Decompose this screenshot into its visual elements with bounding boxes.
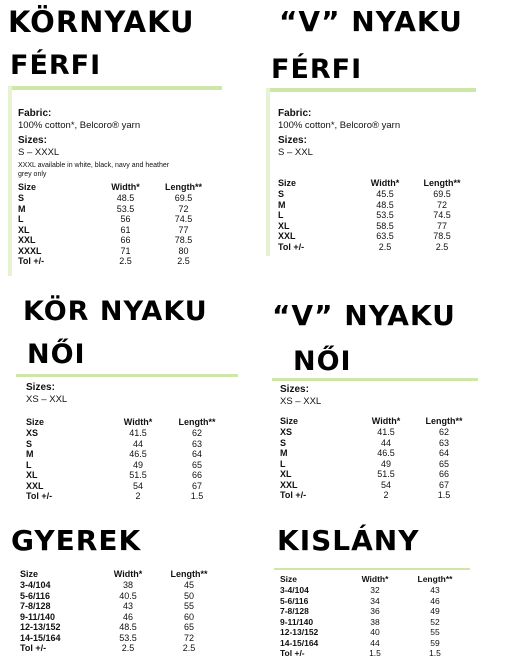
col-size: Size: [280, 416, 299, 426]
width-cell: 45.5: [376, 189, 394, 199]
col-size: Size: [278, 178, 297, 188]
table-row: [26, 449, 226, 460]
sizes-text: XS – XXL: [280, 396, 322, 407]
table-row: [20, 591, 220, 602]
size-cell: 7-8/128: [20, 601, 51, 611]
table-row: [26, 428, 226, 439]
width-cell: 38: [370, 616, 380, 627]
width-cell: 53.5: [116, 203, 135, 214]
kids-card: [14, 564, 228, 664]
table-row: [278, 200, 468, 211]
col-length: Length**: [170, 569, 208, 579]
size-cell: S: [18, 193, 25, 203]
size-cell: S: [278, 189, 285, 199]
col-width: Width*: [113, 569, 143, 579]
size-cell: M: [278, 199, 286, 210]
sizes-text: S – XXL: [278, 147, 313, 158]
table-row: [278, 242, 468, 253]
fabric-label: Fabric:: [18, 108, 52, 119]
girls-card: [274, 568, 470, 664]
length-cell: 45: [183, 580, 194, 590]
size-cell: XXL: [278, 231, 296, 241]
size-cell: XL: [18, 224, 30, 235]
width-cell: 32: [370, 585, 380, 595]
width-cell: 46: [122, 611, 133, 622]
col-width: Width*: [111, 182, 140, 192]
length-cell: 59: [430, 637, 440, 648]
width-cell: 2.5: [121, 643, 135, 653]
size-cell: L: [26, 459, 32, 470]
width-cell: 66: [120, 235, 131, 245]
width-cell: 48.5: [116, 193, 135, 203]
length-cell: 78.5: [174, 235, 193, 245]
width-cell: 46.5: [129, 449, 147, 459]
col-length: Length**: [165, 182, 202, 192]
table-row: [26, 481, 226, 492]
width-cell: 44: [132, 438, 143, 449]
table-row: [280, 459, 472, 470]
girls-size-table: [280, 573, 464, 659]
size-cell: M: [280, 448, 288, 458]
men-round-size-table: [18, 181, 214, 267]
table-row: [280, 627, 464, 638]
width-cell: 53.5: [119, 632, 137, 643]
table-row: [18, 214, 214, 225]
size-cell: XS: [26, 428, 39, 438]
kids-size-table: [20, 568, 220, 654]
table-row: [280, 596, 464, 607]
table-row: [26, 460, 226, 471]
men-round-heading-2: FÉRFI: [10, 50, 102, 81]
size-cell: 14-15/164: [20, 632, 61, 643]
length-cell: 72: [436, 199, 447, 210]
length-cell: 74.5: [174, 214, 193, 224]
width-cell: 41.5: [129, 428, 147, 438]
sizes-label: Sizes:: [280, 384, 309, 395]
table-row: [18, 256, 214, 267]
width-cell: 44: [380, 437, 391, 448]
col-length: Length**: [425, 416, 463, 426]
size-cell: XXL: [280, 479, 298, 490]
width-cell: 58.5: [376, 220, 394, 231]
men-v-card: [266, 88, 476, 256]
table-row: [280, 480, 472, 491]
size-cell: Tol +/-: [20, 643, 47, 653]
width-cell: 54: [380, 479, 391, 490]
length-cell: 65: [191, 459, 202, 470]
size-cell: 9-11/140: [20, 611, 56, 622]
women-v-card: [272, 378, 478, 506]
sizes-label: Sizes:: [278, 135, 307, 146]
length-cell: 78.5: [433, 231, 451, 241]
length-cell: 55: [430, 627, 440, 637]
length-cell: 67: [438, 479, 449, 490]
table-row: [26, 491, 226, 502]
men-v-heading-1: “V” NYAKU: [279, 5, 463, 38]
length-cell: 66: [191, 470, 202, 480]
table-row: [280, 427, 472, 438]
width-cell: 48.5: [376, 199, 394, 210]
women-v-size-table: [280, 415, 472, 501]
women-v-heading-2: NŐI: [293, 346, 352, 377]
accent-bar: [272, 378, 478, 381]
width-cell: 51.5: [377, 469, 395, 479]
size-cell: XS: [280, 427, 293, 437]
size-cell: M: [26, 449, 34, 459]
size-cell: Tol +/-: [278, 241, 305, 252]
width-cell: 53.5: [376, 210, 394, 220]
col-size: Size: [18, 182, 37, 192]
width-cell: 41.5: [377, 427, 395, 437]
length-cell: 55: [183, 601, 194, 611]
size-cell: S: [26, 438, 33, 449]
length-cell: 77: [436, 220, 447, 231]
col-length: Length**: [417, 574, 453, 584]
length-cell: 2.5: [435, 241, 449, 252]
length-cell: 60: [183, 611, 194, 622]
col-length: Length**: [178, 417, 216, 427]
size-cell: 5-6/116: [20, 590, 51, 601]
table-row: [278, 231, 468, 242]
table-row: [278, 221, 468, 232]
sizes-text: XS – XXL: [26, 394, 68, 405]
width-cell: 36: [370, 606, 380, 616]
length-cell: 62: [191, 428, 202, 438]
accent-bar: [16, 374, 238, 377]
men-v-size-table: [278, 177, 468, 252]
men-round-heading-1: KÖRNYAKU: [8, 5, 195, 39]
table-row: [20, 580, 220, 591]
fabric-text: 100% cotton*, Belcoro® yarn: [278, 120, 401, 131]
col-width: Width*: [370, 178, 400, 188]
accent-side: [8, 86, 12, 276]
table-row: [20, 643, 220, 654]
women-round-size-table: [26, 416, 226, 502]
width-cell: 2: [383, 490, 389, 500]
table-row: [20, 633, 220, 644]
col-width: Width*: [123, 417, 153, 427]
width-cell: 2.5: [119, 256, 132, 266]
size-cell: XXL: [18, 235, 36, 245]
girls-heading: KISLÁNY: [277, 524, 420, 557]
table-row: [278, 210, 468, 221]
size-cell: XXXL: [18, 245, 42, 256]
size-cell: 7-8/128: [280, 606, 309, 616]
sizes-label: Sizes:: [26, 382, 55, 393]
women-round-heading-1: KÖR NYAKU: [23, 296, 208, 327]
size-cell: L: [18, 214, 24, 224]
width-cell: 63.5: [376, 231, 394, 241]
col-length: Length**: [423, 178, 461, 188]
length-cell: 72: [178, 203, 189, 214]
length-cell: 72: [183, 632, 194, 643]
size-cell: XXL: [26, 480, 44, 491]
col-size: Size: [26, 417, 45, 427]
length-cell: 69.5: [433, 189, 451, 199]
table-row: [18, 235, 214, 246]
size-cell: S: [280, 437, 287, 448]
width-cell: 46.5: [377, 448, 395, 458]
size-cell: 9-11/140: [280, 616, 314, 627]
size-cell: XL: [26, 470, 38, 480]
length-cell: 63: [438, 437, 449, 448]
length-cell: 2.5: [177, 256, 190, 266]
col-size: Size: [280, 574, 298, 584]
table-row: [280, 469, 472, 480]
length-cell: 62: [438, 427, 449, 437]
size-cell: 3-4/104: [280, 585, 309, 595]
length-cell: 65: [183, 622, 194, 632]
fabric-label: Fabric:: [278, 108, 312, 119]
length-cell: 63: [191, 438, 202, 449]
length-cell: 66: [438, 469, 449, 479]
accent-side: [266, 88, 270, 256]
length-cell: 1.5: [437, 490, 451, 500]
length-cell: 64: [438, 448, 449, 458]
width-cell: 49: [380, 458, 391, 469]
accent-bar: [8, 86, 222, 90]
table-row: [280, 585, 464, 596]
accent-bar: [274, 568, 470, 570]
men-round-card: [8, 86, 222, 276]
length-cell: 67: [191, 480, 202, 491]
width-cell: 51.5: [129, 470, 147, 480]
size-cell: Tol +/-: [280, 648, 305, 658]
width-cell: 54: [132, 480, 143, 491]
fabric-text: 100% cotton*, Belcoro® yarn: [18, 120, 141, 131]
width-cell: 56: [120, 214, 131, 224]
col-size: Size: [20, 569, 39, 579]
sizes-label: Sizes:: [18, 135, 47, 146]
table-row: [26, 439, 226, 450]
kids-heading: GYEREK: [11, 524, 142, 557]
table-row: [280, 438, 472, 449]
length-cell: 49: [430, 606, 440, 616]
table-row: [18, 225, 214, 236]
table-row: [280, 490, 472, 501]
length-cell: 65: [438, 458, 449, 469]
size-cell: L: [278, 210, 284, 220]
table-row: [18, 193, 214, 204]
col-width: Width*: [371, 416, 401, 426]
women-v-heading-1: “V” NYAKU: [272, 299, 456, 332]
width-cell: 49: [132, 459, 143, 470]
length-cell: 69.5: [174, 193, 193, 203]
table-row: [20, 612, 220, 623]
size-cell: Tol +/-: [18, 256, 45, 266]
length-cell: 1.5: [190, 491, 204, 501]
width-cell: 44: [370, 637, 380, 648]
length-cell: 43: [430, 585, 440, 595]
size-cell: 5-6/116: [280, 595, 309, 606]
table-row: [26, 470, 226, 481]
table-row: [280, 617, 464, 628]
width-cell: 2: [135, 491, 141, 501]
table-row: [278, 189, 468, 200]
size-cell: M: [18, 203, 26, 214]
table-row: [18, 246, 214, 257]
size-cell: 12-13/152: [280, 627, 319, 637]
length-cell: 50: [183, 590, 194, 601]
size-cell: 3-4/104: [20, 580, 51, 590]
width-cell: 48.5: [119, 622, 137, 632]
table-row: [20, 601, 220, 612]
women-round-heading-2: NŐI: [27, 339, 86, 370]
men-v-heading-2: FÉRFI: [271, 54, 363, 85]
table-row: [20, 622, 220, 633]
length-cell: 80: [178, 245, 189, 256]
length-cell: 46: [430, 595, 440, 606]
width-cell: 1.5: [369, 648, 381, 658]
width-cell: 40: [370, 627, 380, 637]
length-cell: 52: [430, 616, 440, 627]
width-cell: 34: [370, 595, 380, 606]
width-cell: 43: [122, 601, 133, 611]
width-cell: 61: [120, 224, 131, 235]
width-cell: 40.5: [119, 590, 137, 601]
sizes-note: XXXL available in white, black, navy and heather grey only: [18, 162, 170, 178]
size-cell: 12-13/152: [20, 622, 61, 632]
accent-bar: [266, 88, 476, 92]
col-width: Width*: [361, 574, 389, 584]
width-cell: 71: [120, 245, 131, 256]
table-row: [280, 638, 464, 649]
table-row: [280, 606, 464, 617]
table-row: [18, 204, 214, 215]
width-cell: 2.5: [378, 241, 392, 252]
length-cell: 77: [178, 224, 189, 235]
length-cell: 2.5: [182, 643, 196, 653]
size-cell: XL: [280, 469, 292, 479]
table-row: [280, 648, 464, 659]
size-cell: XL: [278, 220, 290, 231]
length-cell: 1.5: [429, 648, 441, 658]
sizes-text: S – XXXL: [18, 147, 60, 158]
size-cell: Tol +/-: [280, 490, 307, 500]
women-round-card: [16, 374, 238, 508]
size-cell: Tol +/-: [26, 491, 53, 501]
width-cell: 38: [122, 580, 133, 590]
size-cell: 14-15/164: [280, 637, 319, 648]
length-cell: 74.5: [433, 210, 451, 220]
length-cell: 64: [191, 449, 202, 459]
table-row: [280, 448, 472, 459]
size-cell: L: [280, 458, 286, 469]
